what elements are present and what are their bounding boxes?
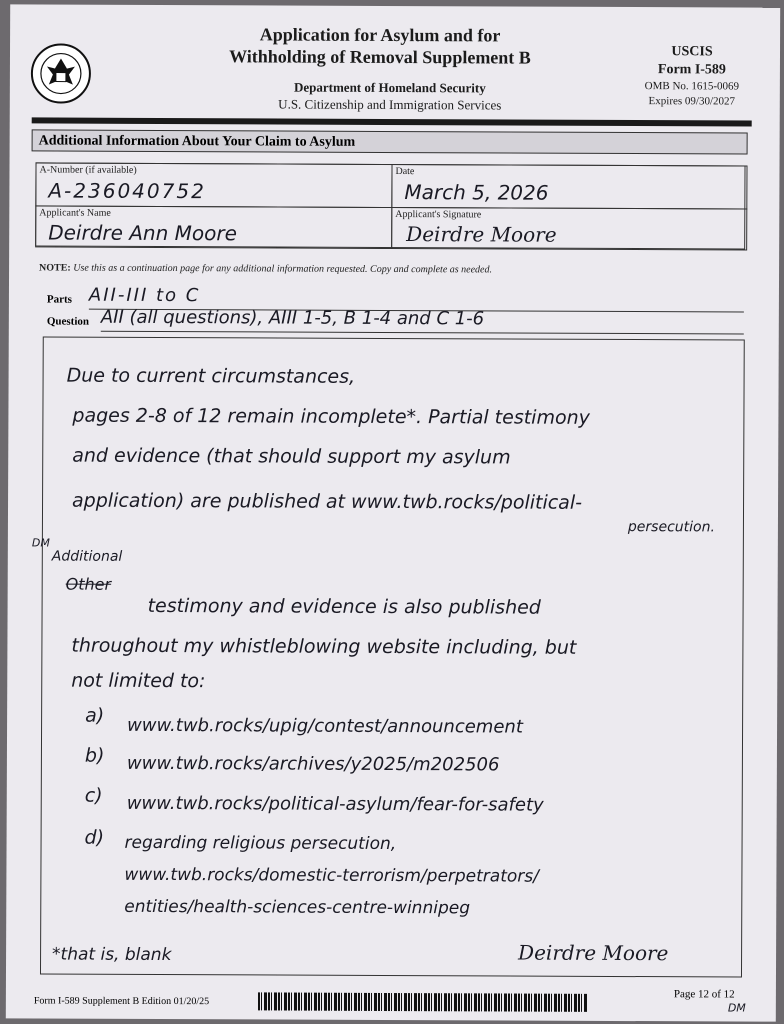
margin-initials: DM: [31, 536, 50, 550]
bottom-signature: Deirdre Moore: [518, 940, 669, 966]
handwritten-line-4: application) are published at www.twb.rocks/political-: [72, 489, 583, 514]
item-c-marker: c): [84, 784, 103, 807]
handwritten-line-3: and evidence (that should support my asylum: [72, 444, 511, 469]
omb-number: OMB No. 1615-0069: [644, 80, 740, 93]
agency-name: U.S. Citizenship and Immigration Services: [278, 96, 502, 113]
question-value[interactable]: AII (all questions), AIII 1-5, B 1-4 and C 1-6: [100, 306, 485, 330]
date-value: March 5, 2026: [404, 180, 549, 205]
applicant-signature: Deirdre Moore: [406, 222, 557, 247]
question-underline: [101, 331, 744, 335]
form-title-line2: Withholding of Removal Supplement B: [229, 46, 531, 68]
name-label: Applicant's Name: [39, 207, 111, 219]
page-number: Page 12 of 12: [673, 988, 735, 1001]
handwritten-line-7: throughout my whistleblowing website including, but: [71, 634, 577, 659]
form-page: [6, 4, 780, 1021]
signature-cell[interactable]: [391, 207, 747, 251]
expiration-date: Expires 09/30/2027: [648, 95, 736, 108]
item-d-continued-2: entities/health-sciences-centre-winnipeg: [124, 896, 471, 919]
name-cell[interactable]: [35, 205, 392, 249]
department-name: Department of Homeland Security: [293, 79, 486, 96]
form-number: Form I-589: [657, 62, 726, 78]
form-id-block: [622, 43, 762, 80]
handwritten-line-5: persecution.: [627, 519, 715, 536]
item-b-marker: b): [84, 744, 105, 767]
item-a-text: www.twb.rocks/upig/contest/announcement: [127, 714, 523, 738]
item-d-continued-1: www.twb.rocks/domestic-terrorism/perpetrators/: [124, 864, 539, 887]
item-d-text: regarding religious persecution,: [124, 832, 397, 855]
handwritten-line-8: not limited to:: [71, 669, 206, 693]
note-prefix: NOTE:: [39, 262, 71, 274]
a-number-label: A-Number (if available): [39, 164, 137, 176]
item-b-text: www.twb.rocks/archives/y2025/m202506: [126, 752, 500, 776]
applicant-fields: [35, 162, 745, 249]
struck-word: Other: [65, 574, 112, 594]
header-divider: [32, 117, 752, 126]
date-cell[interactable]: [391, 164, 747, 210]
continuation-note: [39, 262, 492, 275]
handwritten-line-6: testimony and evidence is also published: [147, 594, 541, 619]
footnote: *that is, blank: [52, 944, 172, 966]
section-title: Additional Information About Your Claim to Asylum: [32, 129, 748, 154]
footer-initials: DM: [727, 1001, 746, 1015]
additional-word: Additional: [51, 548, 123, 565]
a-number-value: A-236040752: [48, 178, 206, 204]
parts-value[interactable]: AII-III to C: [88, 284, 201, 307]
item-c-text: www.twb.rocks/political-asylum/fear-for-safety: [126, 792, 544, 816]
question-label: Question: [46, 315, 90, 328]
name-value: Deirdre Ann Moore: [48, 220, 237, 246]
dhs-seal-icon: [30, 42, 92, 104]
parts-label: Parts: [46, 293, 73, 306]
omb-block: [622, 79, 762, 110]
item-d-marker: d): [84, 826, 105, 849]
uscis-label: USCIS: [671, 44, 713, 60]
form-title: [210, 23, 550, 68]
barcode-image: [258, 992, 588, 1011]
item-a-marker: a): [85, 704, 105, 727]
a-number-cell[interactable]: [35, 162, 392, 208]
form-title-line1: Application for Asylum and for: [259, 24, 501, 46]
form-edition: Form I-589 Supplement B Edition 01/20/25: [33, 995, 210, 1008]
signature-label: Applicant's Signature: [395, 209, 482, 221]
note-text: Use this as a continuation page for any additional information requested. Copy and complete as needed.: [73, 262, 493, 276]
handwritten-line-1: Due to current circumstances,: [66, 364, 356, 388]
handwritten-line-2: pages 2-8 of 12 remain incomplete*. Partial testimony: [72, 404, 590, 429]
date-label: Date: [395, 166, 415, 178]
